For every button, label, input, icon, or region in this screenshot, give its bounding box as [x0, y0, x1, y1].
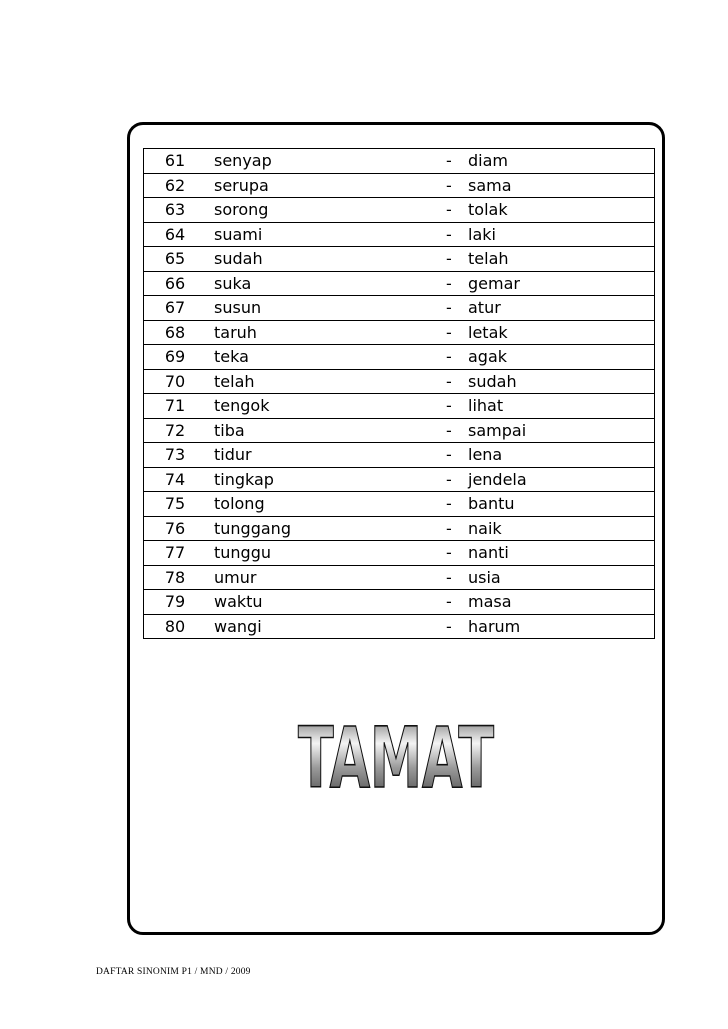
row-separator: - — [444, 492, 466, 517]
row-synonym: lena — [466, 443, 655, 468]
row-word: tunggu — [206, 541, 444, 566]
synonym-row — [144, 345, 655, 370]
row-synonym: tolak — [466, 198, 655, 223]
row-separator: - — [444, 565, 466, 590]
row-number: 63 — [144, 198, 207, 223]
row-number: 70 — [144, 369, 207, 394]
page-footer: DAFTAR SINONIM P1 / MND / 2009 — [96, 967, 251, 977]
synonym-row — [144, 173, 655, 198]
row-separator: - — [444, 541, 466, 566]
synonym-row — [144, 296, 655, 321]
row-synonym: lihat — [466, 394, 655, 419]
synonym-row — [144, 271, 655, 296]
synonym-row — [144, 247, 655, 272]
row-synonym: atur — [466, 296, 655, 321]
row-synonym: harum — [466, 614, 655, 639]
synonym-row — [144, 320, 655, 345]
synonym-row — [144, 418, 655, 443]
row-word: senyap — [206, 149, 444, 174]
synonym-row — [144, 541, 655, 566]
row-word: taruh — [206, 320, 444, 345]
synonym-table-body — [144, 149, 655, 639]
row-word: sorong — [206, 198, 444, 223]
row-word: tidur — [206, 443, 444, 468]
row-separator: - — [444, 443, 466, 468]
row-word: tingkap — [206, 467, 444, 492]
row-separator: - — [444, 418, 466, 443]
row-synonym: gemar — [466, 271, 655, 296]
synonym-row — [144, 467, 655, 492]
synonym-row — [144, 590, 655, 615]
row-synonym: naik — [466, 516, 655, 541]
synonym-row — [144, 394, 655, 419]
row-number: 74 — [144, 467, 207, 492]
row-separator: - — [444, 394, 466, 419]
synonym-table — [143, 148, 655, 639]
row-word: suami — [206, 222, 444, 247]
row-separator: - — [444, 369, 466, 394]
row-separator: - — [444, 296, 466, 321]
row-word: suka — [206, 271, 444, 296]
row-number: 65 — [144, 247, 207, 272]
row-number: 64 — [144, 222, 207, 247]
row-separator: - — [444, 173, 466, 198]
row-number: 75 — [144, 492, 207, 517]
row-number: 72 — [144, 418, 207, 443]
row-synonym: sama — [466, 173, 655, 198]
row-synonym: bantu — [466, 492, 655, 517]
row-word: tiba — [206, 418, 444, 443]
synonym-row — [144, 492, 655, 517]
row-separator: - — [444, 467, 466, 492]
row-word: tengok — [206, 394, 444, 419]
row-separator: - — [444, 198, 466, 223]
row-word: serupa — [206, 173, 444, 198]
row-synonym: agak — [466, 345, 655, 370]
synonym-row — [144, 198, 655, 223]
synonym-row — [144, 516, 655, 541]
row-number: 67 — [144, 296, 207, 321]
tamat-banner — [296, 709, 496, 807]
row-separator: - — [444, 271, 466, 296]
row-synonym: letak — [466, 320, 655, 345]
row-word: waktu — [206, 590, 444, 615]
row-word: umur — [206, 565, 444, 590]
synonym-row — [144, 565, 655, 590]
row-separator: - — [444, 149, 466, 174]
row-synonym: jendela — [466, 467, 655, 492]
row-number: 80 — [144, 614, 207, 639]
row-separator: - — [444, 345, 466, 370]
row-number: 79 — [144, 590, 207, 615]
row-synonym: usia — [466, 565, 655, 590]
row-synonym: masa — [466, 590, 655, 615]
row-number: 77 — [144, 541, 207, 566]
synonym-row — [144, 149, 655, 174]
row-synonym: sampai — [466, 418, 655, 443]
row-synonym: laki — [466, 222, 655, 247]
tamat-banner-text: TAMAT — [298, 709, 494, 807]
row-word: wangi — [206, 614, 444, 639]
row-synonym: telah — [466, 247, 655, 272]
synonym-row — [144, 614, 655, 639]
row-word: telah — [206, 369, 444, 394]
row-separator: - — [444, 516, 466, 541]
row-word: susun — [206, 296, 444, 321]
row-synonym: sudah — [466, 369, 655, 394]
row-separator: - — [444, 222, 466, 247]
row-number: 61 — [144, 149, 207, 174]
row-number: 78 — [144, 565, 207, 590]
row-word: tolong — [206, 492, 444, 517]
synonym-row — [144, 443, 655, 468]
row-synonym: nanti — [466, 541, 655, 566]
row-number: 73 — [144, 443, 207, 468]
row-number: 62 — [144, 173, 207, 198]
row-separator: - — [444, 614, 466, 639]
row-synonym: diam — [466, 149, 655, 174]
row-separator: - — [444, 320, 466, 345]
row-separator: - — [444, 590, 466, 615]
row-word: sudah — [206, 247, 444, 272]
row-number: 71 — [144, 394, 207, 419]
row-word: teka — [206, 345, 444, 370]
row-word: tunggang — [206, 516, 444, 541]
row-number: 68 — [144, 320, 207, 345]
row-number: 76 — [144, 516, 207, 541]
synonym-row — [144, 222, 655, 247]
row-separator: - — [444, 247, 466, 272]
row-number: 66 — [144, 271, 207, 296]
row-number: 69 — [144, 345, 207, 370]
synonym-row — [144, 369, 655, 394]
